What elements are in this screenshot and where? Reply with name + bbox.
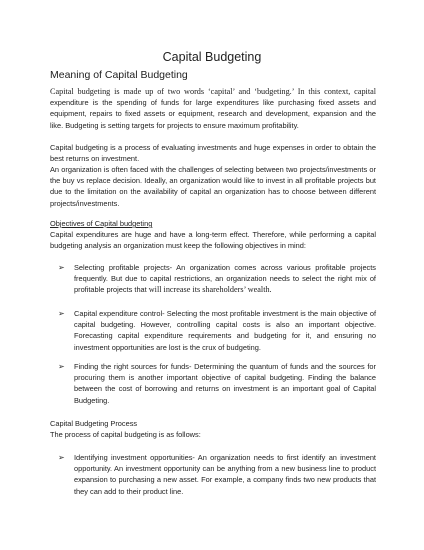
paragraph-meaning: [50, 86, 376, 131]
objective-item-serif-tail: will increase its shareholders’ wealth.: [146, 285, 272, 295]
arrow-bullet-icon: ➢: [58, 453, 65, 462]
paragraph-objectives-intro: Capital expenditures are huge and have a long-term effect. Therefore, while performing a capital budgeting analysis an organization must keep the following objectives in mind:: [50, 230, 376, 251]
objective-item-text: Finding the right sources for funds- Determining the quantum of funds and the sources for procuring them is another important objective of capital budgeting. Finding the balance between the cost of borrowing and returns on investment is an important goal of Capital Budgeting.: [74, 362, 376, 405]
heading-objectives: Objectives of Capital budgeting: [50, 219, 153, 228]
document-title: Capital Budgeting: [162, 50, 262, 64]
objective-item-text: Capital expenditure control- Selecting the most profitable investment is the main objective of capital budgeting. However, controlling capital costs is also an important objective. Forecasting capital expenditure requirements and budgeting for it, and ensuring no investment opportunities are lost is the crux of budgeting.: [74, 309, 376, 352]
objective-item: [58, 262, 376, 296]
process-item: [58, 452, 376, 497]
heading-meaning: Meaning of Capital Budgeting: [50, 69, 188, 81]
paragraph-meaning-rest: expenditure is the spending of funds for large expenditures like purchasing fixed assets and equipment, repairs to fixed assets or equipment, research and development, expansion and the like. Budgeting is setting targets for projects to ensure maximum profitability.: [50, 98, 376, 130]
arrow-bullet-icon: ➢: [58, 309, 65, 318]
objective-item-text: [74, 262, 376, 296]
paragraph-challenges: An organization is often faced with the challenges of selecting between two projects/investments or the buy vs replace decision. Ideally, an organization would like to invest in all profitable projects but due to the limitation on the availability of capital an organization has to choose between different projects/investments.: [50, 165, 376, 208]
objective-item-main: Selecting profitable projects- An organization comes across various profitable projects frequently. But due to capital restrictions, an organization needs to select the right mix of profitable projects that: [74, 263, 376, 295]
process-item-text: Identifying investment opportunities- An organization needs to first identify an investment opportunity. An investment opportunity can be anything from a new business line to product expansion to purchasing a new asset. For example, a company finds two new products that they can add to their product line.: [74, 453, 376, 496]
heading-process: Capital Budgeting Process: [50, 419, 138, 428]
objective-item: [58, 308, 376, 353]
paragraph-process-definition: Capital budgeting is a process of evaluating investments and huge expenses in order to obtain the best returns on investment.: [50, 143, 376, 164]
paragraph-meaning-lead: Capital budgeting is made up of two words ‘capital’ and ‘budgeting.’ In this context, capital: [50, 87, 376, 96]
paragraph-process-intro: The process of capital budgeting is as follows:: [50, 430, 201, 439]
objective-item: [58, 361, 376, 406]
arrow-bullet-icon: ➢: [58, 263, 65, 272]
arrow-bullet-icon: ➢: [58, 362, 65, 371]
